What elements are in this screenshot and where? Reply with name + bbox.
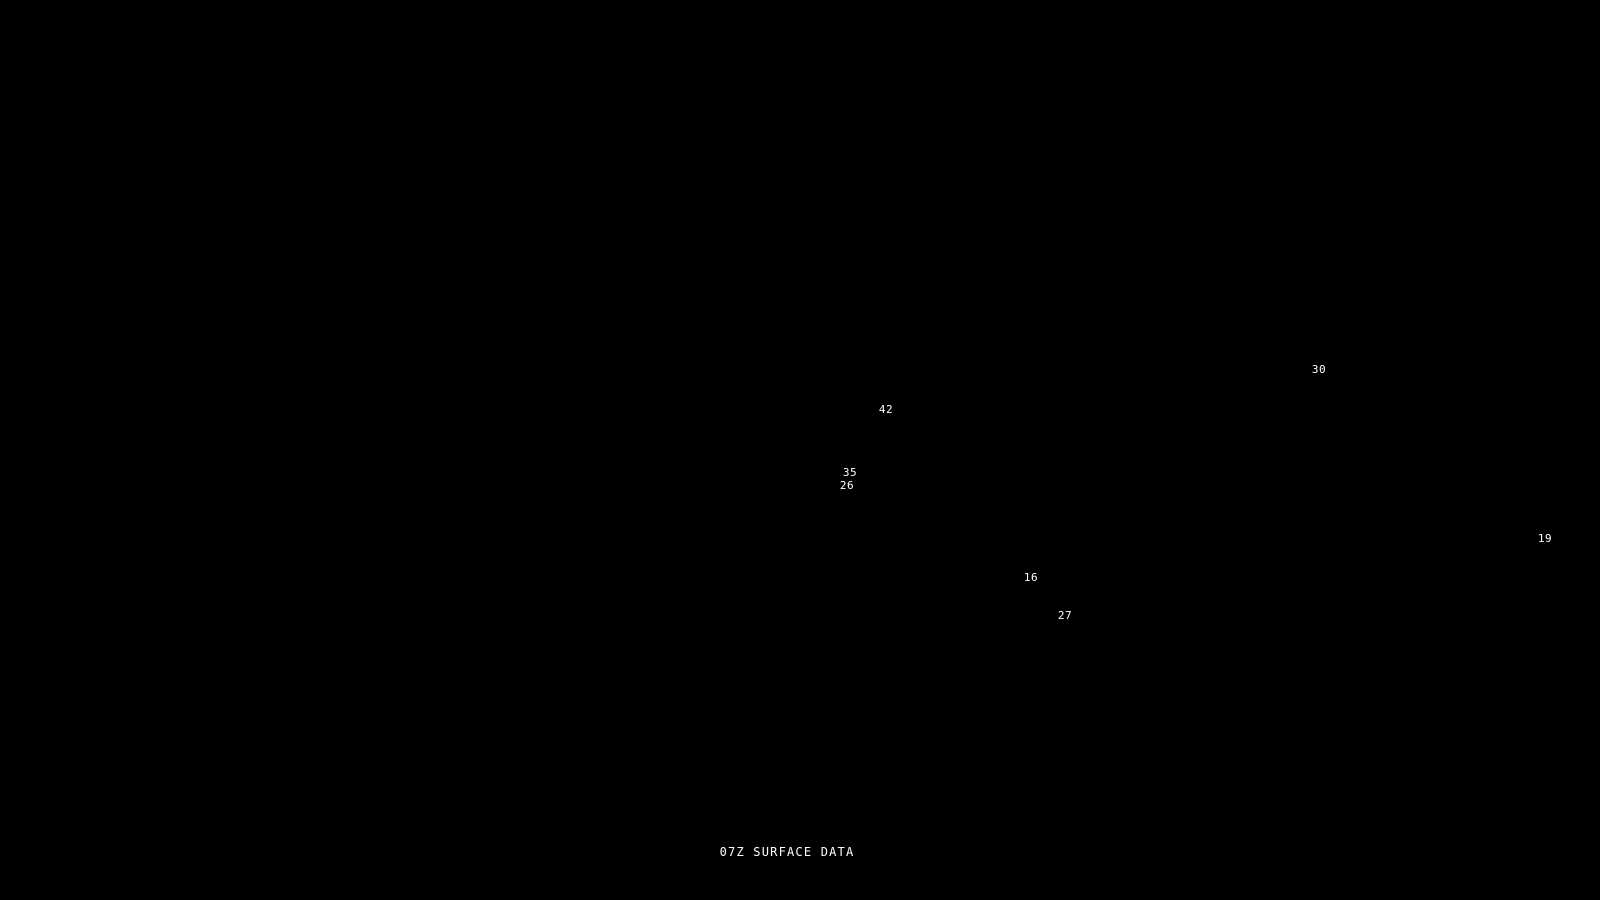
station-observation: 16 [1023, 571, 1039, 584]
station-observation: 35 [842, 466, 858, 479]
station-observation: 42 [878, 403, 894, 416]
map-title-label: 07Z SURFACE DATA [719, 845, 855, 859]
station-observation: 27 [1057, 609, 1073, 622]
station-observation: 30 [1311, 363, 1327, 376]
station-observation: 19 [1537, 532, 1553, 545]
station-observation: 26 [839, 479, 855, 492]
